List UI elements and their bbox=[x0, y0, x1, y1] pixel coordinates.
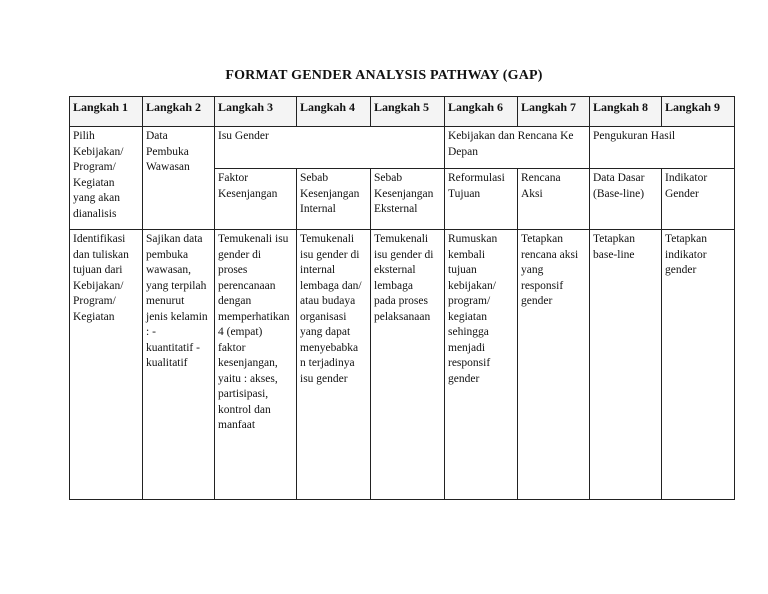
cell-pilih-kebijakan bbox=[70, 127, 143, 230]
header-langkah-6: Langkah 6 bbox=[445, 97, 518, 127]
cell-kebijakan-rencana bbox=[445, 127, 590, 169]
cell-indikator-gender bbox=[662, 169, 735, 230]
document-title: FORMAT GENDER ANALYSIS PATHWAY (GAP) bbox=[225, 68, 543, 83]
cell-text: Data Dasar (Base-line) bbox=[593, 172, 645, 200]
cell-text: Indikator Gender bbox=[665, 172, 708, 200]
cell-isu-gender bbox=[215, 127, 445, 169]
header-langkah-4: Langkah 4 bbox=[297, 97, 371, 127]
description-row bbox=[70, 230, 735, 500]
cell-text: Sebab Kesenjangan Eksternal bbox=[374, 172, 434, 215]
desc-langkah-8 bbox=[590, 230, 662, 500]
cell-data-dasar bbox=[590, 169, 662, 230]
cell-text: Reformulasi Tujuan bbox=[448, 172, 505, 200]
desc-langkah-5 bbox=[371, 230, 445, 500]
cell-text: Faktor Kesenjangan bbox=[218, 172, 278, 200]
cell-text: Data Pembuka Wawasan bbox=[146, 130, 190, 173]
cell-text: Pengukuran Hasil bbox=[593, 130, 676, 142]
cell-rencana-aksi bbox=[518, 169, 590, 230]
desc-langkah-1 bbox=[70, 230, 143, 500]
desc-langkah-9 bbox=[662, 230, 735, 500]
cell-text: Temukenali isu gender di internal lembaga dan/ atau budaya organisasi yang dapat menyebabka n terjadinya isu gender bbox=[300, 233, 362, 385]
header-langkah-1: Langkah 1 bbox=[70, 97, 143, 127]
gap-table bbox=[69, 96, 735, 500]
cell-text: Rumuskan kembali tujuan kebijakan/ program/ kegiatan sehingga menjadi responsif gender bbox=[448, 233, 498, 385]
cell-text: Identifikasi dan tuliskan tujuan dari Kebijakan/ Program/ Kegiatan bbox=[73, 233, 129, 323]
header-langkah-2: Langkah 2 bbox=[143, 97, 215, 127]
cell-text: Pilih Kebijakan/ Program/ Kegiatan yang akan dianalisis bbox=[73, 130, 124, 220]
cell-text: Kebijakan dan Rencana Ke Depan bbox=[448, 130, 574, 158]
desc-langkah-2 bbox=[143, 230, 215, 500]
desc-langkah-3 bbox=[215, 230, 297, 500]
cell-text: Isu Gender bbox=[218, 130, 269, 142]
cell-pengukuran-hasil bbox=[590, 127, 735, 169]
cell-text: Tetapkan rencana aksi yang responsif gender bbox=[521, 233, 579, 307]
header-langkah-9: Langkah 9 bbox=[662, 97, 735, 127]
desc-langkah-7 bbox=[518, 230, 590, 500]
cell-data-pembuka bbox=[143, 127, 215, 230]
header-langkah-5: Langkah 5 bbox=[371, 97, 445, 127]
cell-text: Temukenali isu gender di proses perencanaan dengan memperhatikan 4 (empat) faktor kesenjangan, yaitu : akses, partisipasi, kontrol dan manfaat bbox=[218, 233, 290, 431]
header-langkah-7: Langkah 7 bbox=[518, 97, 590, 127]
desc-langkah-4 bbox=[297, 230, 371, 500]
header-langkah-8: Langkah 8 bbox=[590, 97, 662, 127]
cell-sebab-internal bbox=[297, 169, 371, 230]
cell-text: Tetapkan indikator gender bbox=[665, 233, 707, 276]
cell-text: Sebab Kesenjangan Internal bbox=[300, 172, 360, 215]
cell-faktor-kesenjangan bbox=[215, 169, 297, 230]
cell-text: Rencana Aksi bbox=[521, 172, 561, 200]
category-row bbox=[70, 127, 735, 169]
header-row bbox=[70, 97, 735, 127]
cell-reformulasi-tujuan bbox=[445, 169, 518, 230]
desc-langkah-6 bbox=[445, 230, 518, 500]
header-langkah-3: Langkah 3 bbox=[215, 97, 297, 127]
cell-sebab-eksternal bbox=[371, 169, 445, 230]
cell-text: Tetapkan base-line bbox=[593, 233, 635, 261]
cell-text: Temukenali isu gender di eksternal lembaga pada proses pelaksanaan bbox=[374, 233, 434, 323]
cell-text: Sajikan data pembuka wawasan, yang terpilah menurut jenis kelamin : - kuantitatif - kualitatif bbox=[146, 233, 208, 369]
